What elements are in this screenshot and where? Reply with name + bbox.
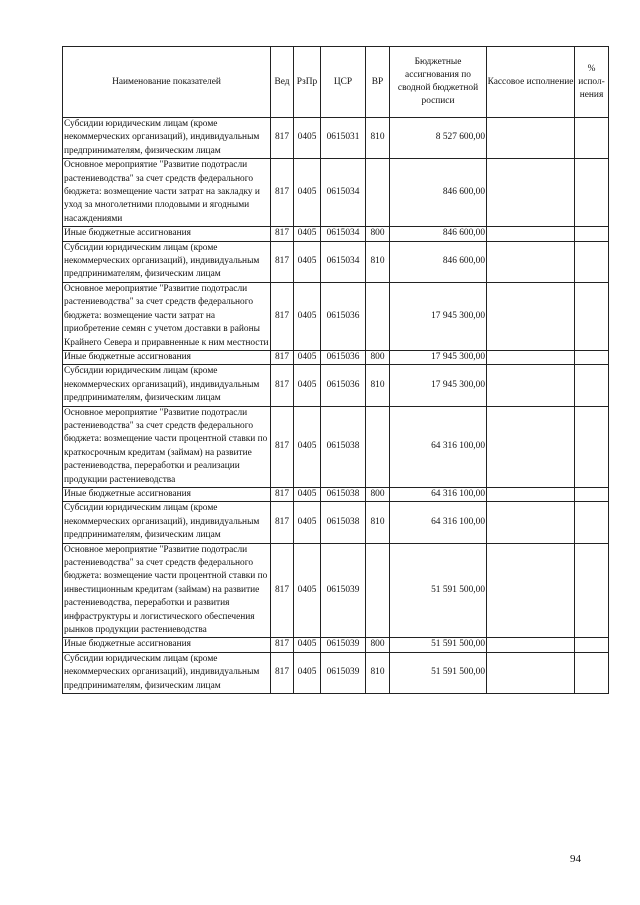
row-csr: 0615036 (321, 282, 366, 350)
row-csr: 0615038 (321, 487, 366, 501)
row-vr: 810 (366, 652, 390, 693)
row-csr: 0615034 (321, 241, 366, 282)
row-ved: 817 (271, 282, 294, 350)
row-amount: 51 591 500,00 (390, 543, 487, 638)
table-row (63, 241, 609, 282)
row-name: Субсидии юридическим лицам (кроме некоммерческих организаций), индивидуальным предпринимателям, физическим лицам (63, 241, 271, 282)
row-vr: 810 (366, 502, 390, 543)
row-amount: 51 591 500,00 (390, 652, 487, 693)
row-percent (575, 652, 609, 693)
row-percent (575, 118, 609, 159)
row-amount: 51 591 500,00 (390, 638, 487, 652)
row-csr: 0615039 (321, 638, 366, 652)
row-cash (487, 543, 575, 638)
row-name: Субсидии юридическим лицам (кроме некоммерческих организаций), индивидуальным предпринимателям, физическим лицам (63, 502, 271, 543)
row-ved: 817 (271, 227, 294, 241)
row-amount: 846 600,00 (390, 227, 487, 241)
col-header-csr: ЦСР (321, 47, 366, 118)
row-ved: 817 (271, 350, 294, 364)
row-rzpr: 0405 (294, 282, 321, 350)
row-ved: 817 (271, 487, 294, 501)
row-percent (575, 502, 609, 543)
row-csr: 0615039 (321, 543, 366, 638)
col-header-ved: Вед (271, 47, 294, 118)
row-vr (366, 282, 390, 350)
row-rzpr: 0405 (294, 652, 321, 693)
row-ved: 817 (271, 241, 294, 282)
row-amount: 17 945 300,00 (390, 350, 487, 364)
row-cash (487, 241, 575, 282)
row-amount: 17 945 300,00 (390, 282, 487, 350)
page-number: 94 (570, 853, 581, 865)
col-header-name: Наименование показателей (63, 47, 271, 118)
table-row (63, 118, 609, 159)
row-ved: 817 (271, 652, 294, 693)
row-ved: 817 (271, 543, 294, 638)
row-name: Субсидии юридическим лицам (кроме некоммерческих организаций), индивидуальным предпринимателям, физическим лицам (63, 652, 271, 693)
table-row (63, 159, 609, 227)
row-percent (575, 241, 609, 282)
row-amount: 8 527 600,00 (390, 118, 487, 159)
row-cash (487, 282, 575, 350)
table-row (63, 652, 609, 693)
row-vr: 810 (366, 118, 390, 159)
row-amount: 64 316 100,00 (390, 487, 487, 501)
row-vr: 800 (366, 227, 390, 241)
row-amount: 64 316 100,00 (390, 406, 487, 487)
table-row (63, 487, 609, 501)
row-cash (487, 365, 575, 406)
row-csr: 0615036 (321, 350, 366, 364)
row-vr (366, 406, 390, 487)
row-rzpr: 0405 (294, 118, 321, 159)
row-percent (575, 365, 609, 406)
row-rzpr: 0405 (294, 502, 321, 543)
row-csr: 0615038 (321, 406, 366, 487)
col-header-cash: Кассовое исполнение (487, 47, 575, 118)
row-rzpr: 0405 (294, 159, 321, 227)
row-percent (575, 159, 609, 227)
row-cash (487, 638, 575, 652)
row-name: Основное мероприятие "Развитие подотрасли растениеводства" за счет средств федерального бюджета: возмещение части процентной ставки по инвестиционным кредитам (займам) на развитие растениеводства, переработки и развития инфраструктуры и логистического обеспечения рынков продукции растениеводства (63, 543, 271, 638)
row-vr (366, 543, 390, 638)
row-ved: 817 (271, 406, 294, 487)
row-name: Основное мероприятие "Развитие подотрасли растениеводства" за счет средств федерального бюджета: возмещение части процентной ставки по краткосрочным кредитам (займам) на развитие растениеводства, переработки и реализации продукции растениеводства (63, 406, 271, 487)
table-row (63, 365, 609, 406)
row-vr (366, 159, 390, 227)
table-row (63, 502, 609, 543)
row-percent (575, 282, 609, 350)
row-rzpr: 0405 (294, 365, 321, 406)
row-rzpr: 0405 (294, 406, 321, 487)
table-row (63, 227, 609, 241)
row-name: Основное мероприятие "Развитие подотрасли растениеводства" за счет средств федерального бюджета: возмещение части затрат на приобретение семян с учетом доставки в районы Крайнего Севера и приравненные к ним местности (63, 282, 271, 350)
row-rzpr: 0405 (294, 350, 321, 364)
table-row (63, 638, 609, 652)
row-rzpr: 0405 (294, 241, 321, 282)
row-cash (487, 406, 575, 487)
row-rzpr: 0405 (294, 638, 321, 652)
row-csr: 0615034 (321, 227, 366, 241)
row-name: Иные бюджетные ассигнования (63, 487, 271, 501)
row-percent (575, 487, 609, 501)
row-percent (575, 350, 609, 364)
row-csr: 0615039 (321, 652, 366, 693)
col-header-rzpr: РзПр (294, 47, 321, 118)
row-csr: 0615031 (321, 118, 366, 159)
row-percent (575, 638, 609, 652)
row-vr: 810 (366, 241, 390, 282)
row-name: Иные бюджетные ассигнования (63, 638, 271, 652)
row-cash (487, 502, 575, 543)
table-row (63, 543, 609, 638)
row-vr: 800 (366, 638, 390, 652)
row-cash (487, 652, 575, 693)
row-name: Иные бюджетные ассигнования (63, 227, 271, 241)
col-header-budget: Бюджетные ассигнования по сводной бюджетной росписи (390, 47, 487, 118)
row-cash (487, 118, 575, 159)
row-name: Основное мероприятие "Развитие подотрасли растениеводства" за счет средств федерального бюджета: возмещение части затрат на закладку и уход за многолетними плодовыми и ягодными насаждениями (63, 159, 271, 227)
row-amount: 846 600,00 (390, 159, 487, 227)
row-amount: 17 945 300,00 (390, 365, 487, 406)
row-cash (487, 159, 575, 227)
row-vr: 800 (366, 487, 390, 501)
row-rzpr: 0405 (294, 543, 321, 638)
row-ved: 817 (271, 365, 294, 406)
row-name: Иные бюджетные ассигнования (63, 350, 271, 364)
row-percent (575, 227, 609, 241)
table-header-row (63, 47, 609, 118)
row-vr: 810 (366, 365, 390, 406)
col-header-percent: % испол-нения (575, 47, 609, 118)
row-csr: 0615038 (321, 502, 366, 543)
row-ved: 817 (271, 118, 294, 159)
table-row (63, 350, 609, 364)
row-ved: 817 (271, 159, 294, 227)
row-amount: 64 316 100,00 (390, 502, 487, 543)
row-csr: 0615036 (321, 365, 366, 406)
row-cash (487, 227, 575, 241)
col-header-vr: ВР (366, 47, 390, 118)
row-vr: 800 (366, 350, 390, 364)
table-row (63, 282, 609, 350)
row-rzpr: 0405 (294, 487, 321, 501)
row-rzpr: 0405 (294, 227, 321, 241)
row-csr: 0615034 (321, 159, 366, 227)
row-ved: 817 (271, 502, 294, 543)
row-percent (575, 406, 609, 487)
row-name: Субсидии юридическим лицам (кроме некоммерческих организаций), индивидуальным предпринимателям, физическим лицам (63, 118, 271, 159)
row-amount: 846 600,00 (390, 241, 487, 282)
row-cash (487, 350, 575, 364)
row-cash (487, 487, 575, 501)
table-row (63, 406, 609, 487)
row-name: Субсидии юридическим лицам (кроме некоммерческих организаций), индивидуальным предпринимателям, физическим лицам (63, 365, 271, 406)
row-ved: 817 (271, 638, 294, 652)
row-percent (575, 543, 609, 638)
budget-table (62, 46, 609, 694)
